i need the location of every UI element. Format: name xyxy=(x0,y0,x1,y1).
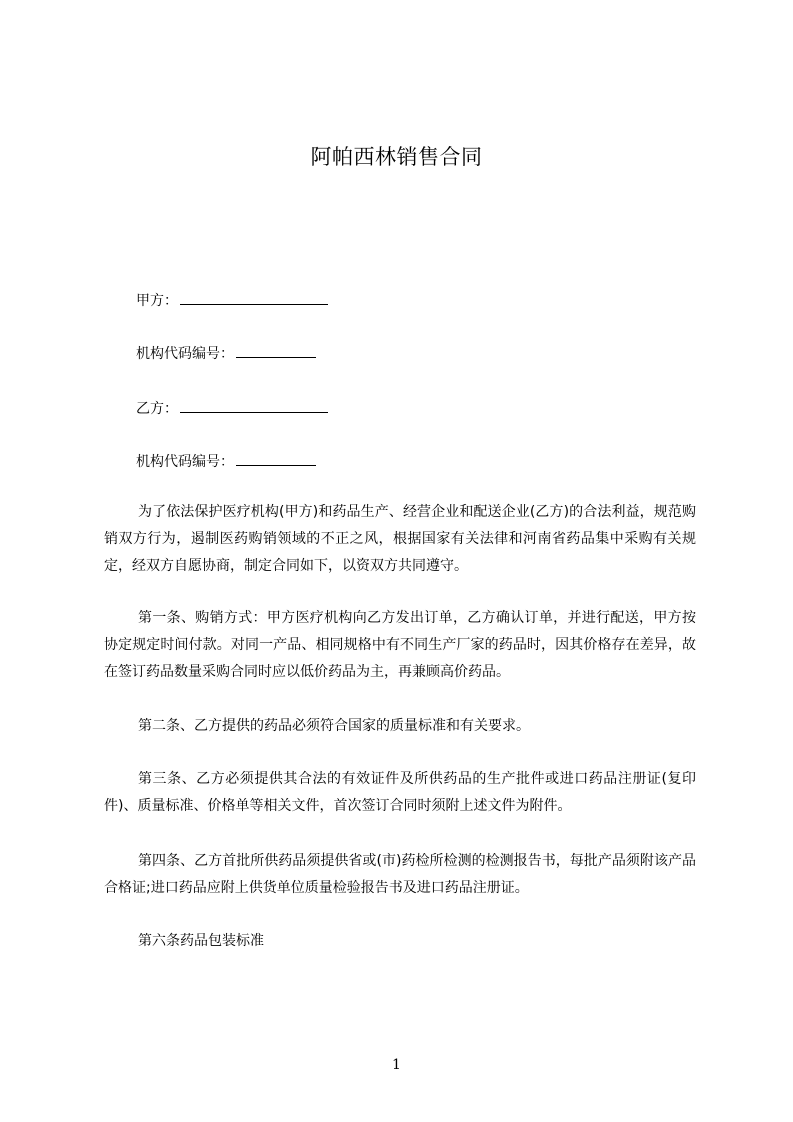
paragraph-article-4: 第四条、乙方首批所供药品须提供省或(市)药检所检测的检测报告书，每批产品须附该产品合格证;进口药品应附上供货单位质量检验报告书及进口药品注册证。 xyxy=(104,853,696,896)
paragraph-article-1: 第一条、购销方式：甲方医疗机构向乙方发出订单，乙方确认订单，并进行配送，甲方按协定规定时间付款。对同一产品、相同规格中有不同生产厂家的药品时，因其价格存在差异，故在签订药品数量采购合同时应以低价药品为主，再兼顾高价药品。 xyxy=(104,610,696,680)
paragraph-preamble: 为了依法保护医疗机构(甲方)和药品生产、经营企业和配送企业(乙方)的合法利益，规范购销双方行为，遏制医药购销领域的不正之风，根据国家有关法律和河南省药品集中采购有关规定，经双方自愿协商，制定合同如下，以资双方共同遵守。 xyxy=(104,504,696,574)
paragraph-article-6-heading: 第六条药品包装标准 xyxy=(138,933,264,949)
document-title: 阿帕西林销售合同 xyxy=(310,145,483,169)
paragraph-article-3: 第三条、乙方必须提供其合法的有效证件及所供药品的生产批件或进口药品注册证(复印件)、质量标准、价格单等相关文件，首次签订合同时须附上述文件为附件。 xyxy=(104,771,696,814)
party-a-code-blank-line xyxy=(236,343,316,358)
party-a-blank-line xyxy=(180,290,328,305)
party-b-code-label: 机构代码编号： xyxy=(136,454,234,470)
party-a-field xyxy=(136,290,328,311)
party-b-blank-line xyxy=(180,398,328,413)
party-b-code-blank-line xyxy=(236,451,316,466)
party-b-field xyxy=(136,398,328,419)
party-a-code-label: 机构代码编号： xyxy=(136,346,234,362)
party-b-code-field xyxy=(136,451,316,472)
page-number: 1 xyxy=(392,1057,401,1073)
party-b-label: 乙方： xyxy=(136,401,178,417)
party-a-code-field xyxy=(136,343,316,364)
party-a-label: 甲方： xyxy=(136,293,178,309)
paragraph-article-2: 第二条、乙方提供的药品必须符合国家的质量标准和有关要求。 xyxy=(138,718,530,734)
